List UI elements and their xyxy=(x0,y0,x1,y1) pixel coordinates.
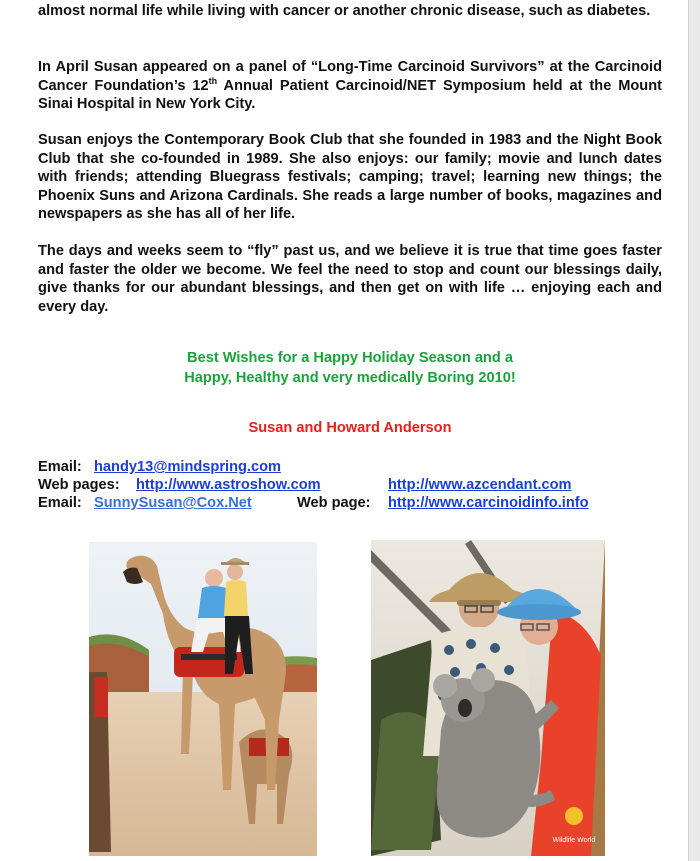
email-link-sunnysusan[interactable]: SunnySusan@Cox.Net xyxy=(94,495,252,511)
holiday-greeting-line-2: Happy, Healthy and very medically Boring 2010! xyxy=(184,370,516,386)
ordinal-suffix: th xyxy=(208,75,218,86)
email-link-handy13[interactable]: handy13@mindspring.com xyxy=(94,459,281,475)
paragraph-hobbies: Susan enjoys the Contemporary Book Club that she founded in 1983 and the Night Book Club that she co-founded in 1989. She also enjoys: our family; movie and lunch dates with friends; attending Bluegrass festivals; camping; travel; learning new things; the Phoenix Suns and Arizona Cardinals. She reads a large number of books, magazines and newspapers as she has all of her life. xyxy=(38,132,662,222)
paragraph-blessings: The days and weeks seem to “fly” past us, and we believe it is true that time goes faster and faster the older we become. We feel the need to stop and count our blessings daily, give thanks for our abundant blessings, and then get on with life … enjoying each and every day. xyxy=(38,243,662,315)
camel-ride-illustration xyxy=(89,542,317,856)
email-label-2: Email: xyxy=(38,495,82,511)
web-page-label: Web page: xyxy=(297,495,371,511)
photo-camel-ride xyxy=(89,542,317,856)
signature: Susan and Howard Anderson xyxy=(248,420,452,436)
web-link-azcendant[interactable]: http://www.azcendant.com xyxy=(388,477,572,493)
web-link-astroshow[interactable]: http://www.astroshow.com xyxy=(136,477,321,493)
paragraph-intro-end: almost normal life while living with cancer or another chronic disease, such as diabetes. xyxy=(38,3,651,19)
web-pages-label: Web pages: xyxy=(38,477,120,493)
page-edge xyxy=(688,0,700,861)
symposium-text-end: Annual Patient Carcinoid/NET Symposium held at the Mount Sinai Hospital in New York City. xyxy=(38,77,662,112)
web-link-carcinoidinfo[interactable]: http://www.carcinoidinfo.info xyxy=(388,495,589,511)
photo-koala xyxy=(371,540,605,856)
paragraph-symposium xyxy=(38,58,662,114)
email-label-1: Email: xyxy=(38,459,82,475)
wildlife-world-watermark: Wildlife World xyxy=(552,837,596,844)
holiday-greeting-line-1: Best Wishes for a Happy Holiday Season and a xyxy=(187,350,513,366)
symposium-text-start: In April Susan appeared on a panel of “Long-Time Carcinoid Survivors” at the Carcinoid Cancer Foundation’s 12 xyxy=(38,59,662,94)
koala-illustration xyxy=(371,540,605,856)
